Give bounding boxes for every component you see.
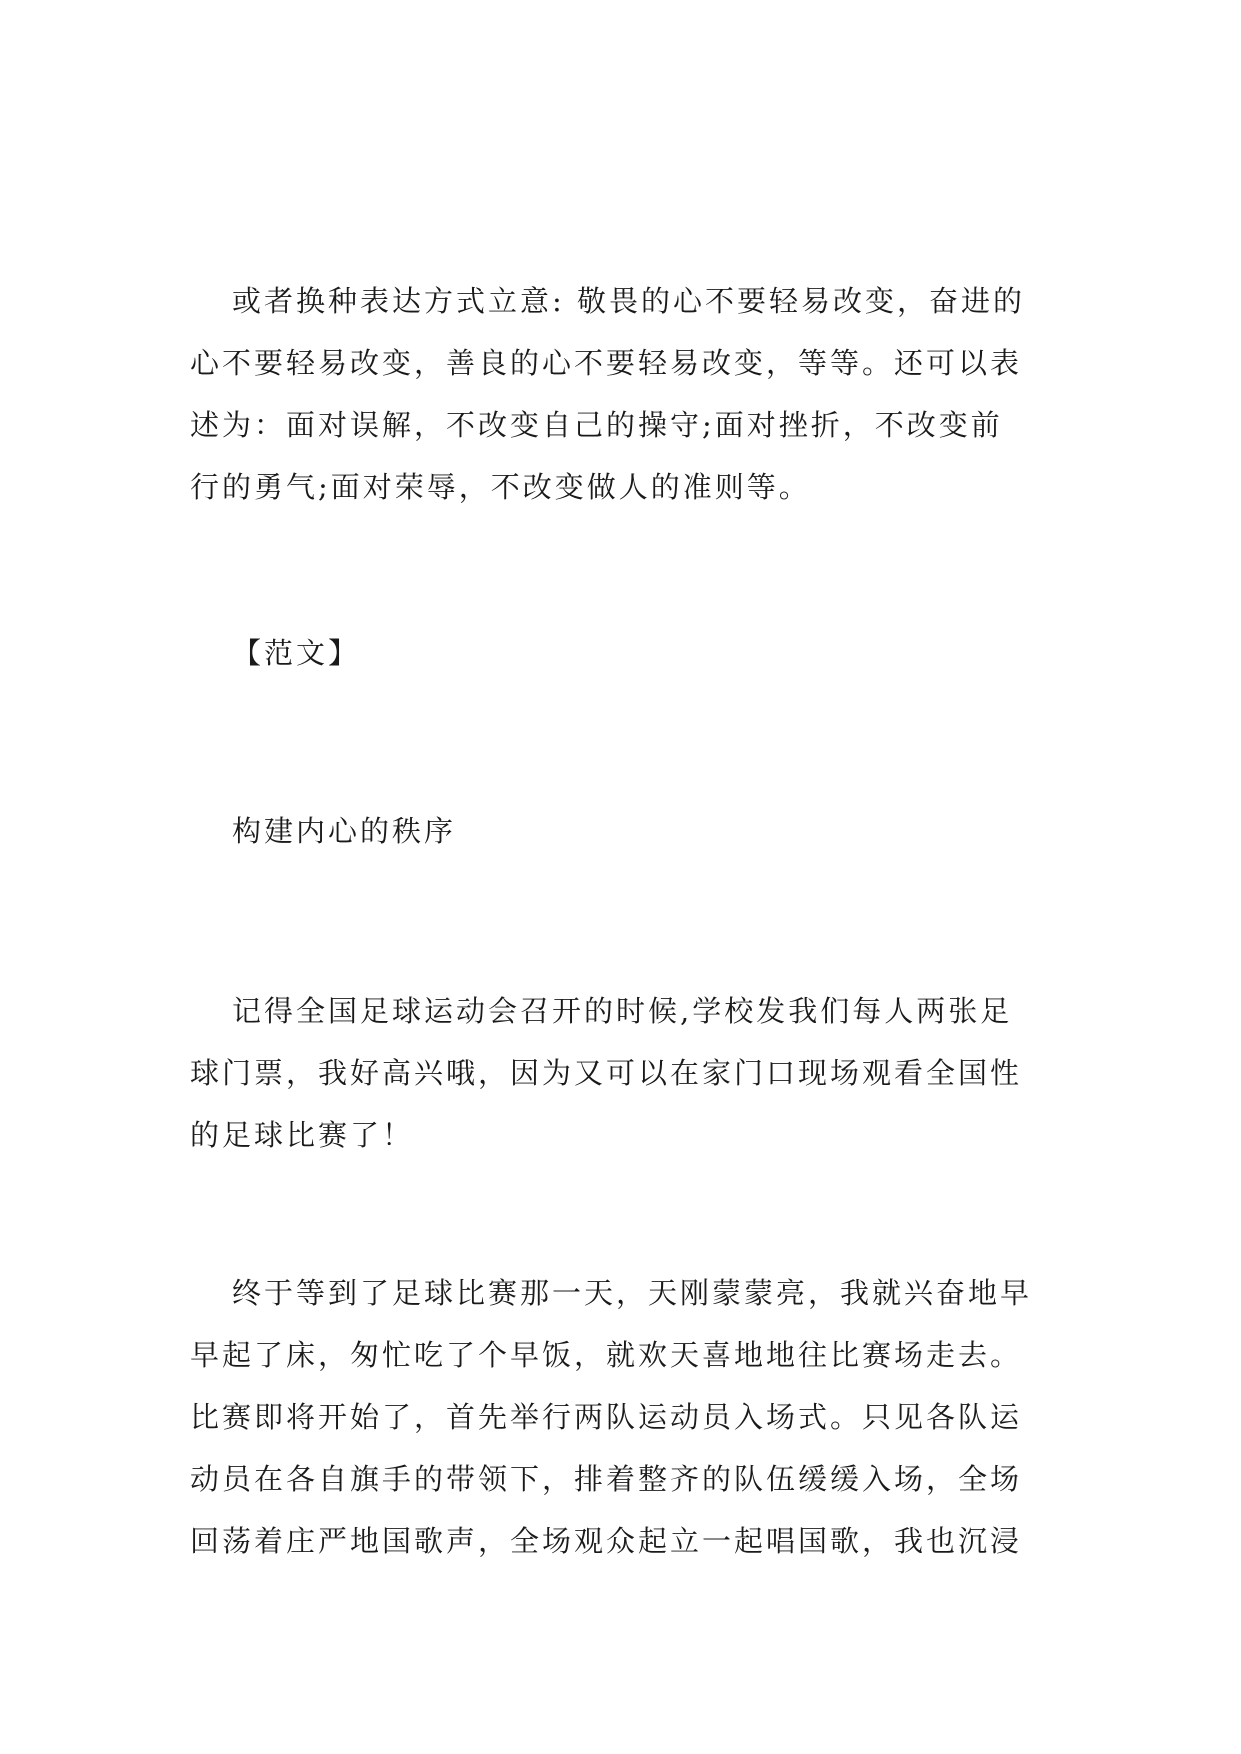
paragraph-line: 的足球比赛了！ (190, 1118, 415, 1152)
essay-title: 构建内心的秩序 (232, 814, 457, 848)
paragraph-line: 终于等到了足球比赛那一天，天刚蒙蒙亮，我就兴奋地早 (232, 1276, 1033, 1310)
paragraph-line: 述为：面对误解，不改变自己的操守;面对挫折，不改变前 (190, 408, 1003, 442)
section-heading-fanwen: 【范文】 (232, 636, 361, 670)
paragraph-line: 动员在各自旗手的带领下，排着整齐的队伍缓缓入场，全场 (190, 1462, 1023, 1496)
paragraph-match-day (190, 1262, 1050, 1572)
paragraph-line: 比赛即将开始了，首先举行两队运动员入场式。只见各队运 (190, 1400, 1023, 1434)
paragraph-line: 行的勇气;面对荣辱，不改变做人的准则等。 (190, 470, 811, 504)
paragraph-line: 心不要轻易改变，善良的心不要轻易改变，等等。还可以表 (190, 346, 1023, 380)
paragraph-essay-intro (190, 980, 1050, 1166)
paragraph-line: 早起了床，匆忙吃了个早饭，就欢天喜地地往比赛场走去。 (190, 1338, 1023, 1372)
paragraph-line: 或者换种表达方式立意: 敬畏的心不要轻易改变，奋进的 (232, 284, 1025, 318)
paragraph-line: 回荡着庄严地国歌声，全场观众起立一起唱国歌，我也沉浸 (190, 1524, 1023, 1558)
paragraph-line: 记得全国足球运动会召开的时候,学校发我们每人两张足 (232, 994, 1013, 1028)
paragraph-line: 球门票，我好高兴哦，因为又可以在家门口现场观看全国性 (190, 1056, 1023, 1090)
paragraph-thesis-alternatives (190, 270, 1050, 518)
